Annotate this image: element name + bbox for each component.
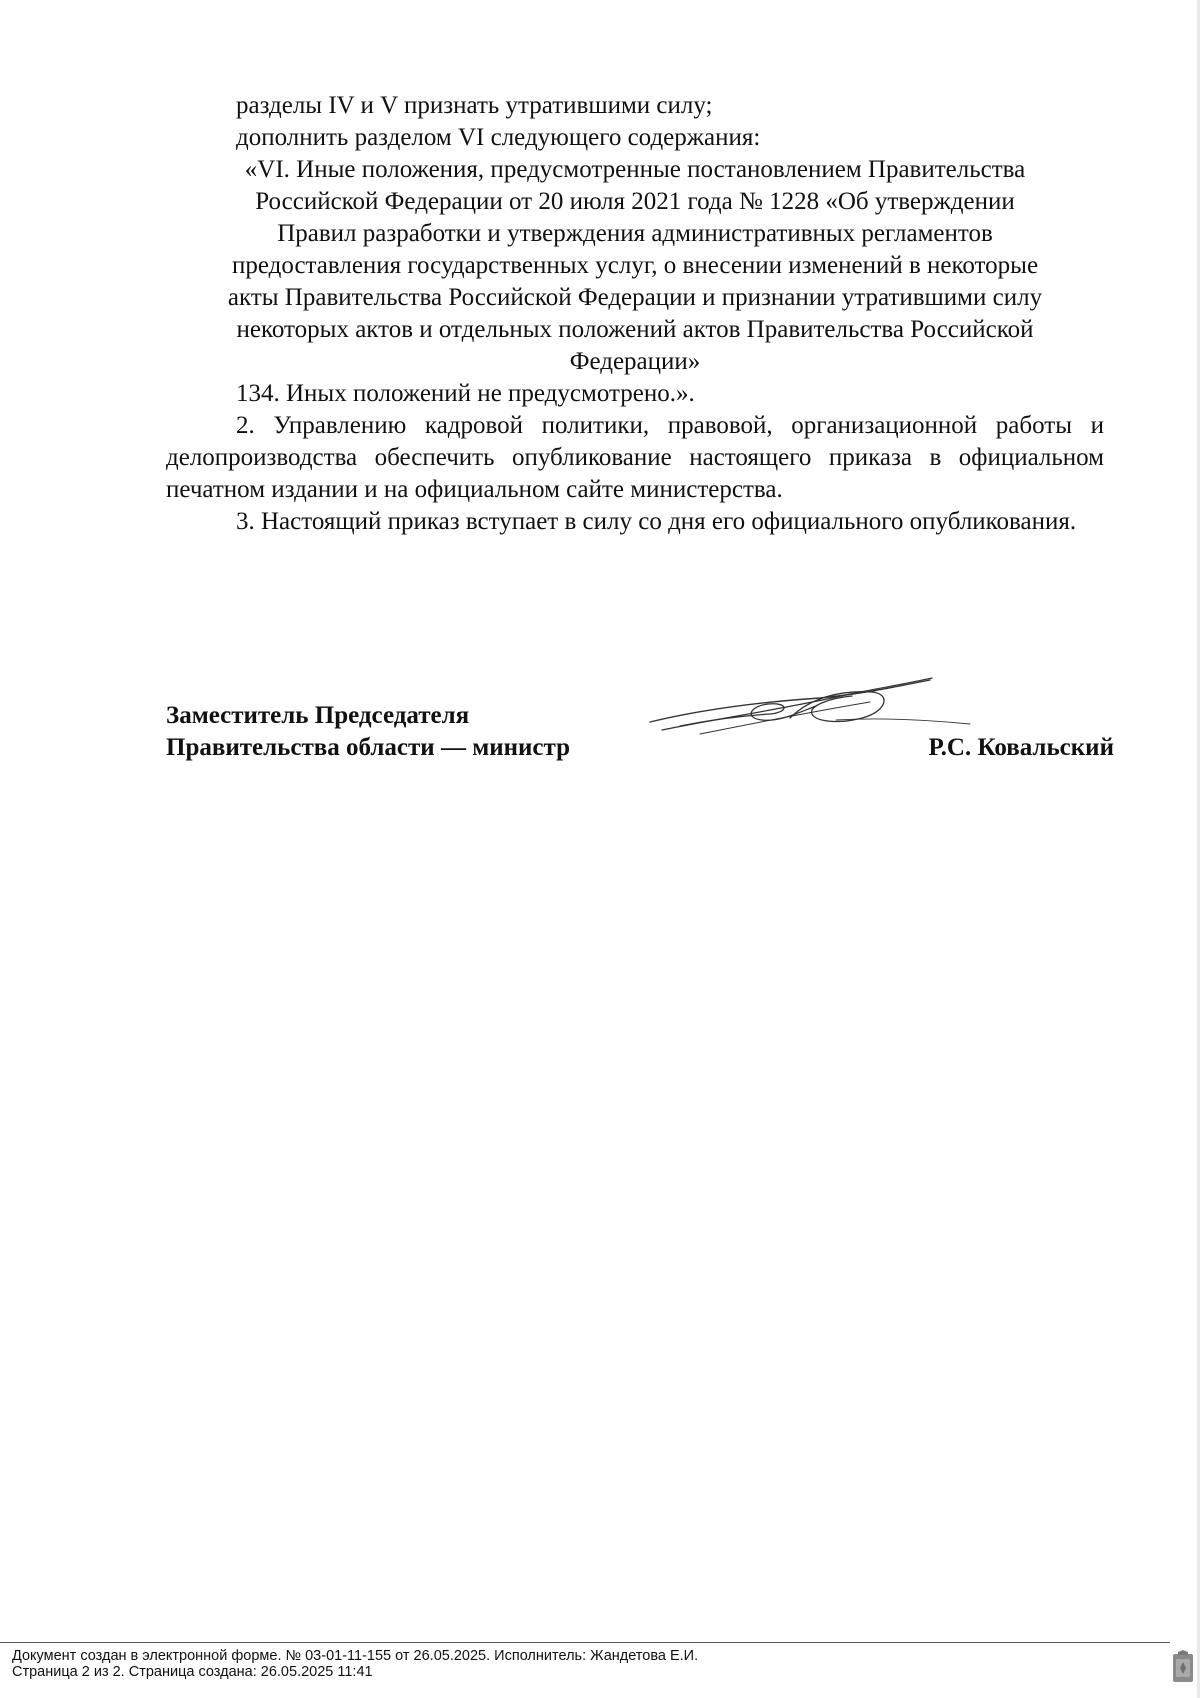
paragraph-item-134: 134. Иных положений не предусмотрено.». <box>236 380 695 407</box>
footer-divider <box>0 1642 1170 1643</box>
document-body <box>166 90 1104 538</box>
footer-page-info: Страница 2 из 2. Страница создана: 26.05.2025 11:41 <box>12 1664 373 1680</box>
footer <box>12 1648 698 1680</box>
paragraph-item-3: 3. Настоящий приказ вступает в силу со дня его официального опубликования. <box>236 508 1077 535</box>
signatory-name: Р.С. Ковальский <box>928 734 1114 761</box>
coat-of-arms-icon <box>1172 1650 1194 1684</box>
paragraph-item-2: 2. Управлению кадровой политики, правовой, организационной работы и делопроизводства обеспечить опубликование настоящего приказа в официальном печатном издании и на официальном сайте министерства. <box>166 412 1104 503</box>
paragraph-sections-void: разделы IV и V признать утратившими силу; <box>236 92 713 119</box>
section-vi-heading <box>166 154 1104 378</box>
section-heading-line: предоставления государственных услуг, о внесении изменений в некоторые <box>231 252 1039 279</box>
section-heading-line: акты Правительства Российской Федерации и признании утратившими силу <box>227 284 1043 311</box>
paragraph-add-section: дополнить разделом VI следующего содержания: <box>236 124 761 151</box>
signatory-title <box>166 700 570 764</box>
section-heading-line: некоторых актов и отдельных положений актов Правительства Российской <box>236 316 1034 343</box>
section-heading-line: «VI. Иные положения, предусмотренные постановлением Правительства <box>244 156 1026 183</box>
signatory-title-line-2: Правительства области — министр <box>166 734 571 761</box>
section-heading-line: Правил разработки и утверждения административных регламентов <box>277 220 993 247</box>
section-heading-line: Федерации» <box>569 348 701 375</box>
signatory-title-line-1: Заместитель Председателя <box>166 702 470 729</box>
section-heading-line: Российской Федерации от 20 июля 2021 года № 1228 «Об утверждении <box>255 188 1015 215</box>
signature-block <box>166 700 1114 772</box>
footer-document-info: Документ создан в электронной форме. № 03-01-11-155 от 26.05.2025. Исполнитель: Жандетова Е.И. <box>12 1648 699 1664</box>
